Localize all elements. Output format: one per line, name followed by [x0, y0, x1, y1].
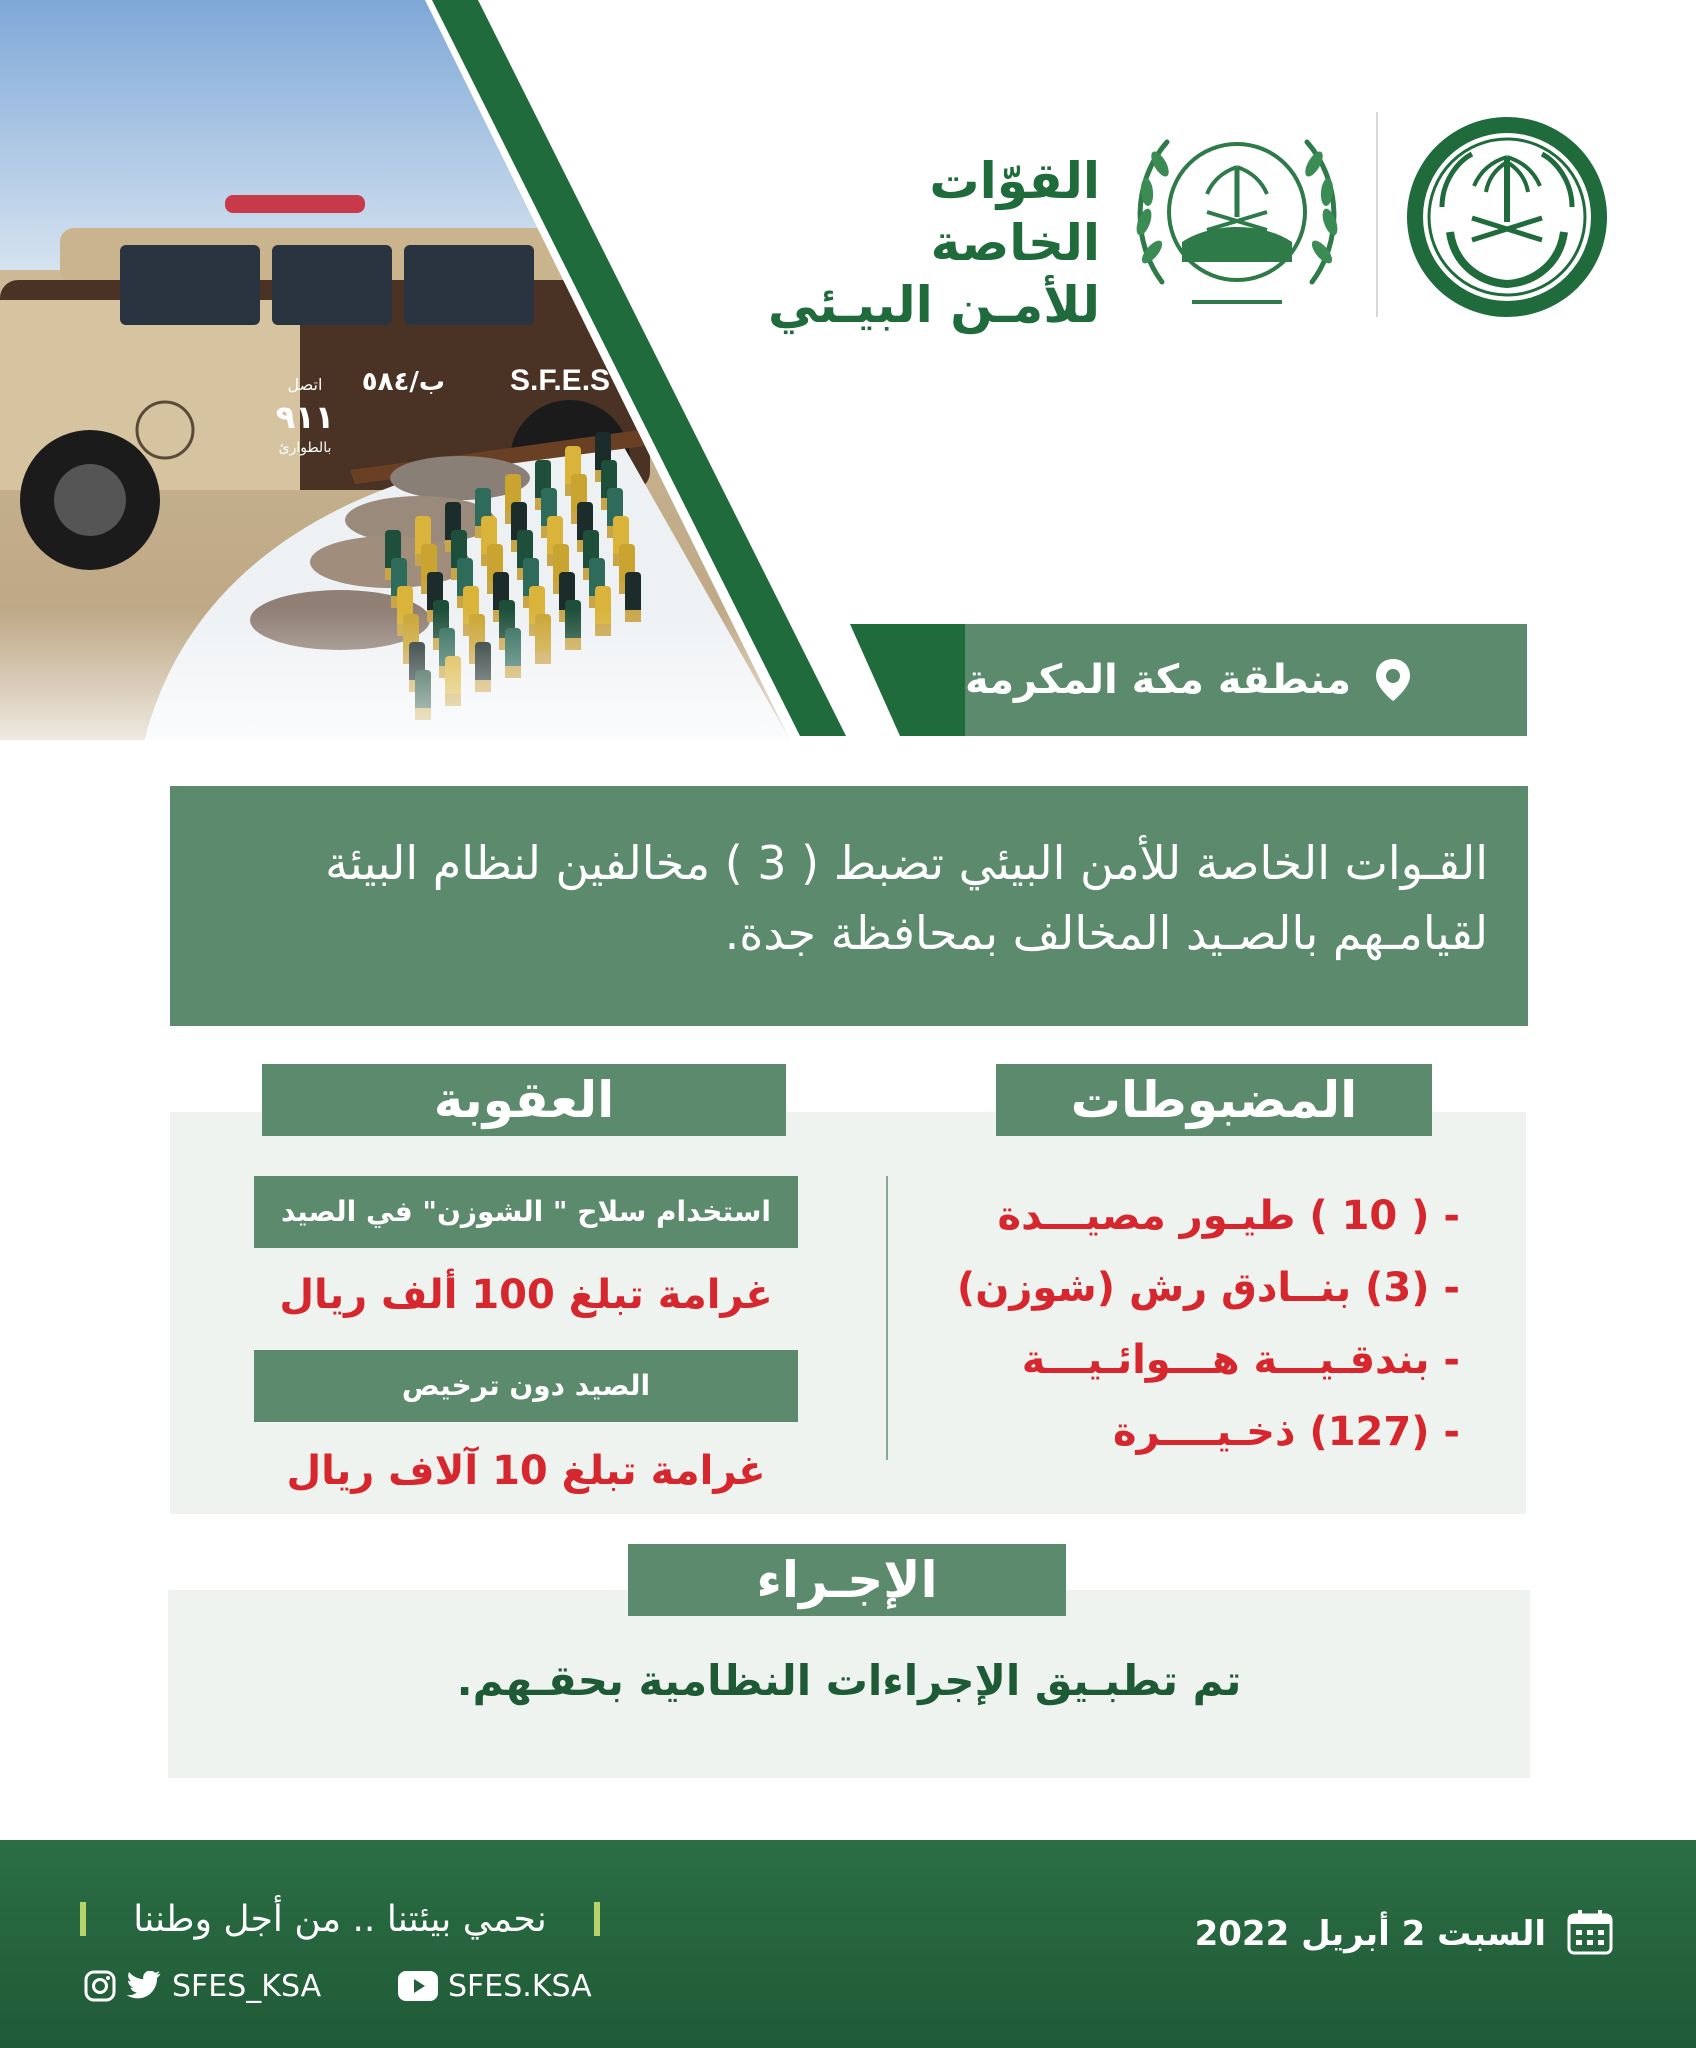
panel-divider: [886, 1176, 888, 1460]
calendar-icon: [1566, 1908, 1614, 1956]
action-title: الإجـراء: [628, 1544, 1066, 1616]
slogan-bar: [594, 1902, 600, 1936]
headline-line1: القـوات الخاصة للأمن البيئي تضبط ( 3 ) مخالفين لنظام البيئة: [325, 836, 1488, 890]
headline-box: [170, 786, 1528, 1026]
location-pin-icon: [1373, 657, 1413, 703]
instagram-twitter-link[interactable]: [84, 1964, 321, 2008]
seized-title: المضبوطات: [996, 1064, 1432, 1136]
slogan-text: نحمي بيئتنا .. من أجل وطننا: [133, 1898, 547, 1940]
youtube-handle: SFES.KSA: [448, 1968, 592, 2004]
header-divider: [1376, 112, 1378, 317]
twitter-icon: [126, 1971, 162, 2001]
penalty-fine: غرامة تبلغ 10 آلاف ريال: [286, 1448, 766, 1494]
youtube-link[interactable]: [398, 1964, 592, 2008]
slogan-bar: [80, 1902, 86, 1936]
brand-title-line1: القوّات الخاصة: [929, 152, 1100, 272]
seized-list: [930, 1180, 1460, 1468]
seized-item: - ( 10 ) طيـور مصيـــدة: [997, 1193, 1460, 1239]
ministry-emblem-icon: [1402, 112, 1612, 322]
region-badge: [965, 624, 1527, 736]
social-handle: SFES_KSA: [172, 1968, 322, 2004]
action-text: تم تطبـيق الإجراءات النظامية بحقـهم.: [456, 1656, 1242, 1705]
region-label: منطقة مكة المكرمة: [965, 657, 1351, 703]
sfes-emblem-icon: [1122, 112, 1352, 322]
penalty-title: العقوبة: [262, 1064, 786, 1136]
youtube-icon: [398, 1971, 438, 2001]
seized-item: - (3) بنــادق رش (شوزن): [956, 1265, 1460, 1311]
brand-title: [760, 150, 1100, 336]
penalty-label: استخدام سلاح " الشوزن" في الصيد: [254, 1176, 798, 1248]
seized-item: - بندقـيـــة هـــوائـيـــة: [1021, 1337, 1460, 1383]
instagram-icon: [84, 1970, 116, 2002]
slogan: [80, 1894, 600, 1944]
footer-date: السبت 2 أبريل 2022: [1194, 1914, 1546, 1954]
footer: [0, 1840, 1696, 2048]
seized-item: - (127) ذخـيــــرة: [1112, 1409, 1460, 1455]
penalty-fine: غرامة تبلغ 100 ألف ريال: [279, 1272, 773, 1318]
brand-title-line2: للأمـن البيـئي: [767, 276, 1100, 334]
penalty-label: الصيد دون ترخيص: [254, 1350, 798, 1422]
headline-line2: لقيامـهم بالصـيد المخالف بمحافظة جدة.: [724, 906, 1488, 960]
